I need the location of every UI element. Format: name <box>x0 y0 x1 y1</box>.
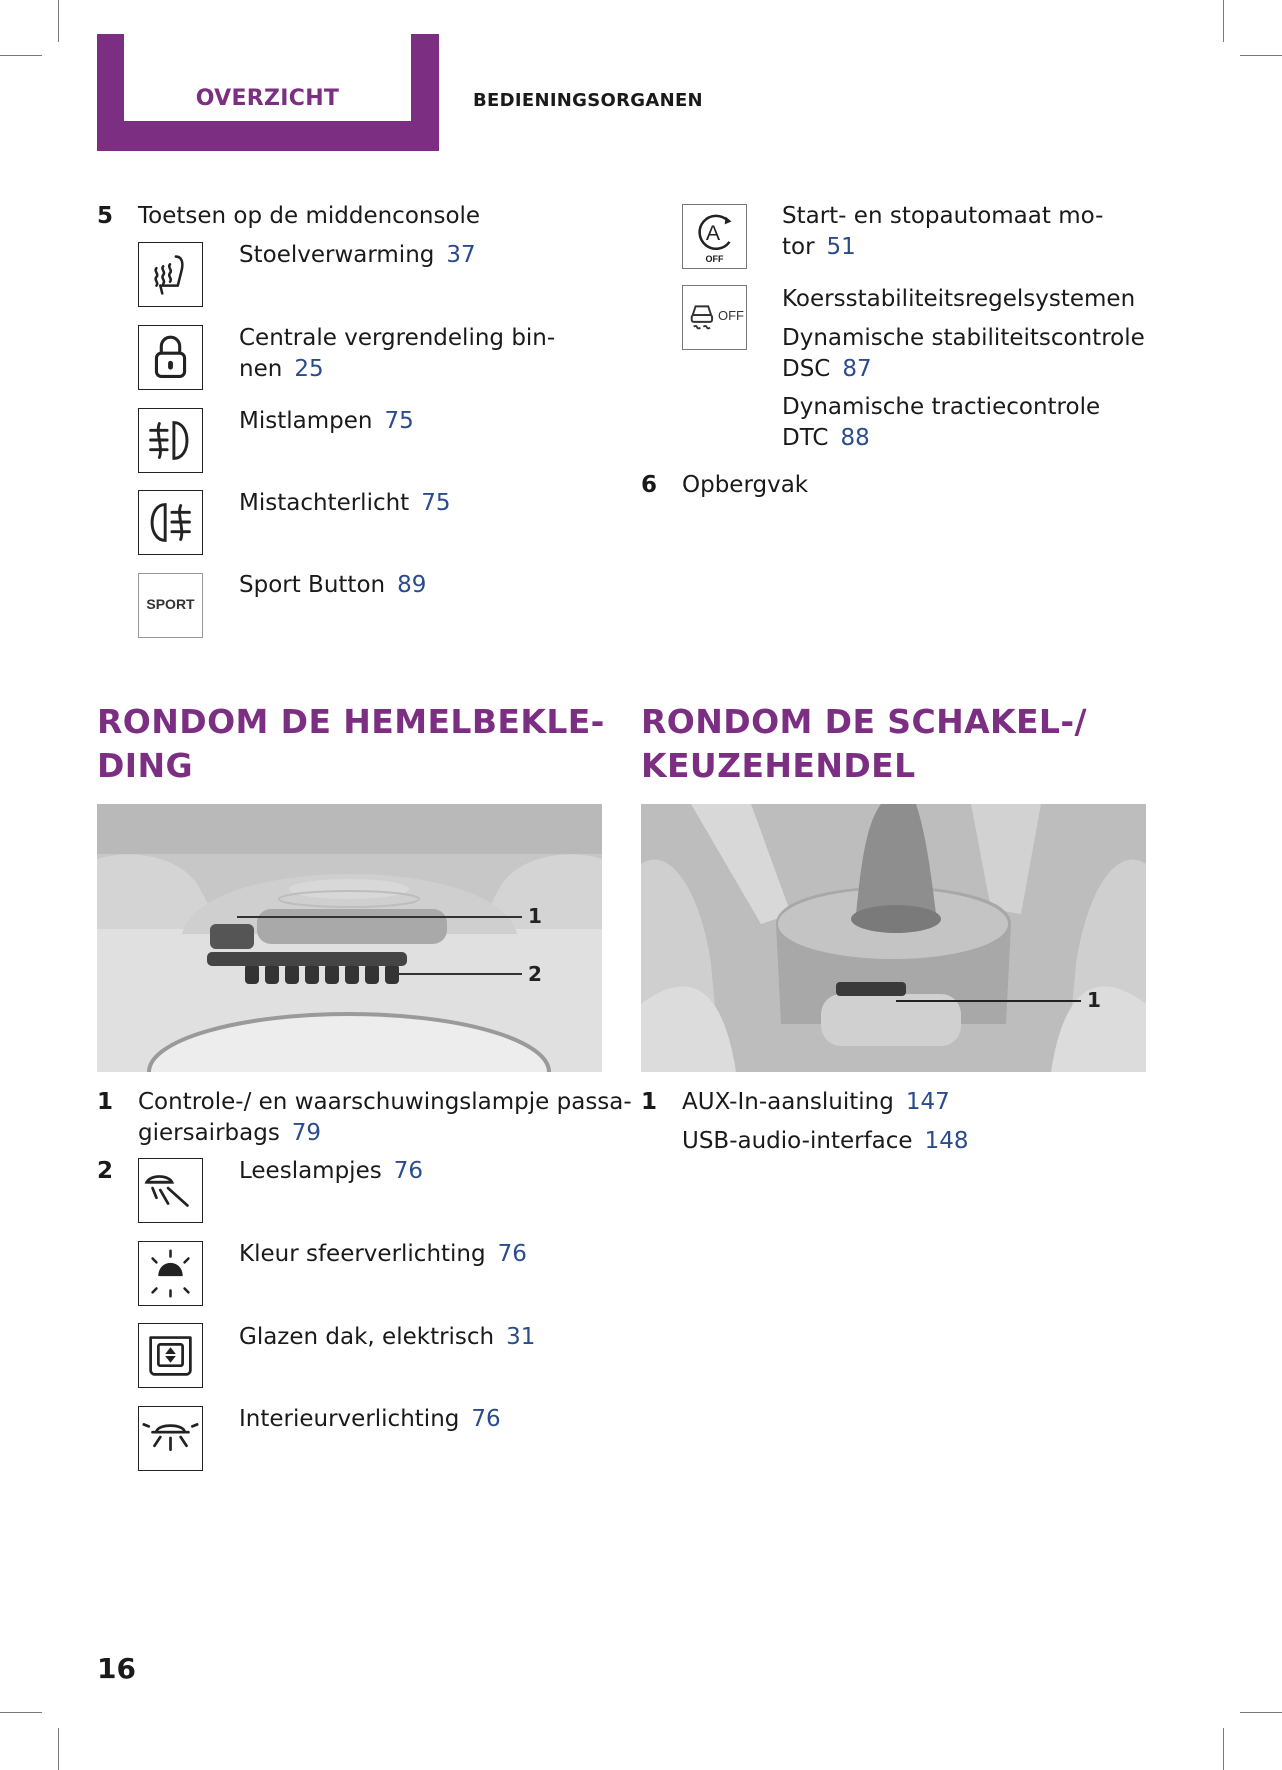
item-label: USB-audio-interface 148 <box>682 1128 969 1154</box>
page-reference[interactable]: 89 <box>397 572 427 598</box>
roof-console-illustration <box>97 804 602 1072</box>
button-label: Centrale vergrendeling bin- <box>239 325 556 351</box>
page-reference[interactable]: 79 <box>291 1120 322 1146</box>
item-label: DTC 88 <box>782 425 870 451</box>
page-reference[interactable]: 76 <box>471 1406 501 1432</box>
button-label: Kleur sfeerverlichting 76 <box>239 1241 527 1267</box>
item-label: Controle-/ en waarschuwingslampje passa- <box>138 1089 632 1115</box>
shifter-console-illustration <box>641 804 1146 1072</box>
sport-button-icon <box>138 573 203 638</box>
item-number: 5 <box>97 203 114 229</box>
crop-mark <box>1223 0 1224 42</box>
page-reference[interactable]: 37 <box>446 242 476 268</box>
item-title: Toetsen op de middenconsole <box>138 203 481 229</box>
sport-icon-text: SPORT <box>146 596 195 612</box>
section-heading: RONDOM DE SCHAKEL-/ KEUZEHENDEL <box>641 702 1087 785</box>
page-number: 16 <box>97 1652 136 1685</box>
crop-mark <box>58 0 59 42</box>
button-label: Glazen dak, elektrisch 31 <box>239 1324 536 1350</box>
item-label: DSC 87 <box>782 356 872 382</box>
stability-control-off-icon <box>682 285 747 350</box>
callout-1: 1 <box>528 904 542 928</box>
page-reference[interactable]: 31 <box>506 1324 536 1350</box>
item-label: Dynamische stabiliteitscontrole <box>782 325 1145 351</box>
item-label: AUX-In-aansluiting 147 <box>682 1089 950 1115</box>
reading-lamp-icon <box>138 1158 203 1223</box>
item-label: giersairbags 79 <box>138 1120 322 1146</box>
button-label: Interieurverlichting 76 <box>239 1406 501 1432</box>
page-reference[interactable]: 76 <box>497 1241 527 1267</box>
item-label: Dynamische tractiecontrole <box>782 394 1101 420</box>
section-title: BEDIENINGSORGANEN <box>473 90 703 111</box>
page-reference[interactable]: 147 <box>905 1089 950 1115</box>
item-number: 1 <box>641 1089 658 1115</box>
item-number: 2 <box>97 1158 114 1184</box>
page-reference[interactable]: 75 <box>384 408 414 434</box>
section-heading: RONDOM DE HEMELBEKLE- DING <box>97 702 605 785</box>
button-label: Sport Button 89 <box>239 572 427 598</box>
lock-icon <box>138 325 203 390</box>
item-label: Opbergvak <box>682 472 809 498</box>
button-label: Mistachterlicht 75 <box>239 490 451 516</box>
item-label: Start- en stopautomaat mo- <box>782 203 1104 229</box>
interior-light-icon <box>138 1406 203 1471</box>
callout-1: 1 <box>1087 988 1101 1012</box>
rear-fog-lamp-icon <box>138 490 203 555</box>
page-reference[interactable]: 87 <box>842 356 872 382</box>
off-label: OFF <box>718 308 744 323</box>
front-fog-lamp-icon <box>138 408 203 473</box>
off-label: OFF <box>705 254 724 264</box>
button-label: nen 25 <box>239 356 324 382</box>
callout-2: 2 <box>528 962 542 986</box>
auto-start-stop-off-icon <box>682 204 747 269</box>
page-reference[interactable]: 51 <box>826 234 856 260</box>
page-reference[interactable]: 75 <box>421 490 451 516</box>
svg-text:A: A <box>705 220 721 245</box>
chapter-title: OVERZICHT <box>195 86 340 111</box>
item-label: tor 51 <box>782 234 856 260</box>
glass-roof-icon <box>138 1323 203 1388</box>
page-reference[interactable]: 76 <box>393 1158 423 1184</box>
crop-mark <box>0 55 42 56</box>
seat-heating-icon <box>138 242 203 307</box>
crop-mark <box>0 1712 42 1713</box>
chapter-tab <box>97 34 439 151</box>
button-label: Stoelverwarming 37 <box>239 242 476 268</box>
section-label: Koersstabiliteitsregelsystemen <box>782 286 1136 312</box>
chapter-tab-inner <box>124 34 411 121</box>
item-number: 1 <box>97 1089 114 1115</box>
button-label: Leeslampjes 76 <box>239 1158 423 1184</box>
crop-mark <box>1240 55 1282 56</box>
crop-mark <box>1240 1712 1282 1713</box>
button-label: Mistlampen 75 <box>239 408 414 434</box>
crop-mark <box>1223 1728 1224 1770</box>
ambient-light-icon <box>138 1241 203 1306</box>
page-reference[interactable]: 88 <box>840 425 870 451</box>
item-number: 6 <box>641 472 658 498</box>
page-reference[interactable]: 148 <box>924 1128 969 1154</box>
crop-mark <box>58 1728 59 1770</box>
page-reference[interactable]: 25 <box>294 356 324 382</box>
